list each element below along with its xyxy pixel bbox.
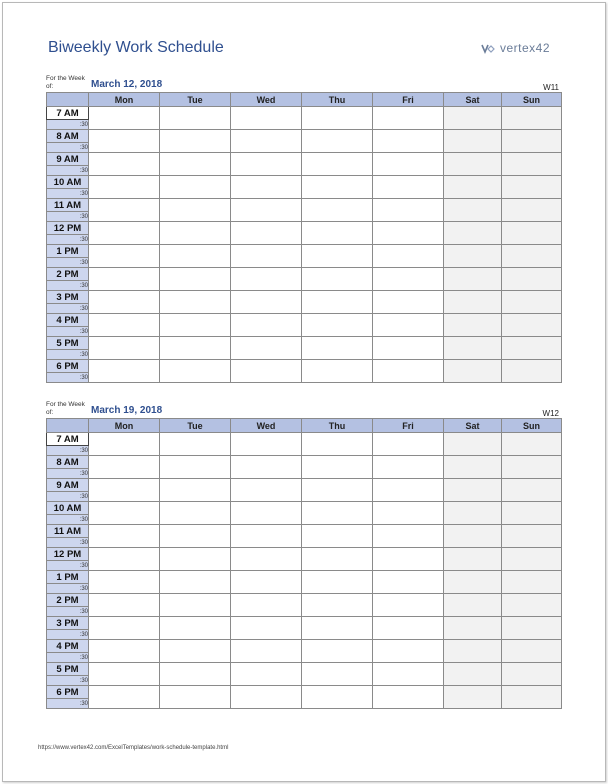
schedule-cell[interactable]	[373, 594, 444, 617]
hour-row	[47, 502, 562, 515]
schedule-cell[interactable]	[373, 222, 444, 245]
hour-label: 9 AM	[47, 153, 89, 166]
schedule-cell[interactable]	[231, 456, 302, 479]
day-header: Wed	[231, 93, 302, 107]
schedule-cell[interactable]	[160, 502, 231, 525]
half-hour-label: :30	[47, 699, 89, 709]
schedule-cell[interactable]	[89, 291, 160, 314]
schedule-cell[interactable]	[231, 153, 302, 176]
schedule-cell[interactable]	[373, 525, 444, 548]
schedule-cell[interactable]	[373, 456, 444, 479]
schedule-cell[interactable]	[89, 594, 160, 617]
hour-row	[47, 594, 562, 607]
half-hour-label: :30	[47, 212, 89, 222]
schedule-cell[interactable]	[160, 337, 231, 360]
half-hour-label: :30	[47, 469, 89, 479]
schedule-table	[46, 418, 562, 709]
schedule-cell[interactable]	[160, 594, 231, 617]
half-hour-label: :30	[47, 492, 89, 502]
week-date[interactable]: March 19, 2018	[91, 405, 163, 416]
hour-row	[47, 291, 562, 304]
half-hour-label: :30	[47, 120, 89, 130]
schedule-cell[interactable]	[302, 107, 373, 130]
schedule-cell[interactable]	[444, 433, 502, 456]
half-hour-label: :30	[47, 630, 89, 640]
schedule-cell[interactable]	[444, 502, 502, 525]
schedule-cell[interactable]	[444, 268, 502, 291]
schedule-cell[interactable]	[231, 360, 302, 383]
schedule-cell[interactable]	[231, 314, 302, 337]
hour-row	[47, 337, 562, 350]
day-header: Sun	[502, 93, 562, 107]
schedule-cell[interactable]	[231, 130, 302, 153]
schedule-cell[interactable]	[302, 686, 373, 709]
schedule-cell[interactable]	[231, 571, 302, 594]
schedule-cell[interactable]	[502, 548, 562, 571]
hour-label: 12 PM	[47, 222, 89, 235]
header-corner	[47, 419, 89, 433]
schedule-cell[interactable]	[373, 291, 444, 314]
schedule-cell[interactable]	[373, 502, 444, 525]
schedule-cell[interactable]	[373, 617, 444, 640]
schedule-cell[interactable]	[160, 433, 231, 456]
page-title: Biweekly Work Schedule	[48, 39, 224, 56]
schedule-cell[interactable]	[502, 686, 562, 709]
schedule-cell[interactable]	[160, 176, 231, 199]
schedule-cell[interactable]	[231, 268, 302, 291]
schedule-cell[interactable]	[302, 314, 373, 337]
hour-row	[47, 130, 562, 143]
schedule-cell[interactable]	[502, 130, 562, 153]
schedule-cell[interactable]	[373, 245, 444, 268]
schedule-cell[interactable]	[89, 456, 160, 479]
schedule-cell[interactable]	[444, 153, 502, 176]
hour-label: 3 PM	[47, 291, 89, 304]
schedule-cell[interactable]	[160, 199, 231, 222]
schedule-cell[interactable]	[302, 640, 373, 663]
schedule-cell[interactable]	[231, 199, 302, 222]
schedule-cell[interactable]	[444, 479, 502, 502]
schedule-cell[interactable]	[231, 337, 302, 360]
week-of-label: For the Week of:	[46, 75, 85, 90]
half-hour-label: :30	[47, 235, 89, 245]
schedule-cell[interactable]	[231, 222, 302, 245]
day-header: Mon	[89, 419, 160, 433]
hour-row	[47, 456, 562, 469]
logo-text: vertex42	[500, 41, 551, 55]
schedule-cell[interactable]	[89, 107, 160, 130]
schedule-cell[interactable]	[444, 663, 502, 686]
half-hour-label: :30	[47, 166, 89, 176]
schedule-cell[interactable]	[89, 479, 160, 502]
schedule-cell[interactable]	[502, 176, 562, 199]
hour-row	[47, 176, 562, 189]
schedule-cell[interactable]	[502, 594, 562, 617]
schedule-cell[interactable]	[444, 222, 502, 245]
hour-row	[47, 479, 562, 492]
schedule-cell[interactable]	[302, 291, 373, 314]
schedule-cell[interactable]	[502, 571, 562, 594]
hour-label: 4 PM	[47, 640, 89, 653]
schedule-cell[interactable]	[444, 456, 502, 479]
schedule-cell[interactable]	[160, 663, 231, 686]
day-header-row	[47, 419, 562, 433]
schedule-cell[interactable]	[302, 525, 373, 548]
hour-row	[47, 686, 562, 699]
hour-row	[47, 199, 562, 212]
header-corner	[47, 93, 89, 107]
schedule-cell[interactable]	[89, 130, 160, 153]
schedule-cell[interactable]	[502, 107, 562, 130]
schedule-cell[interactable]	[444, 130, 502, 153]
schedule-cell[interactable]	[231, 502, 302, 525]
hour-label: 7 AM	[47, 433, 89, 446]
schedule-cell[interactable]	[502, 314, 562, 337]
hour-row	[47, 433, 562, 446]
schedule-cell[interactable]	[302, 594, 373, 617]
schedule-cell[interactable]	[373, 360, 444, 383]
schedule-cell[interactable]	[373, 314, 444, 337]
schedule-cell[interactable]	[444, 176, 502, 199]
half-hour-label: :30	[47, 143, 89, 153]
schedule-cell[interactable]	[444, 617, 502, 640]
schedule-cell[interactable]	[231, 479, 302, 502]
hour-label: 1 PM	[47, 245, 89, 258]
schedule-cell[interactable]	[502, 153, 562, 176]
schedule-cell[interactable]	[89, 525, 160, 548]
schedule-cell[interactable]	[89, 548, 160, 571]
schedule-cell[interactable]	[302, 176, 373, 199]
schedule-cell[interactable]	[502, 456, 562, 479]
schedule-cell[interactable]	[231, 617, 302, 640]
schedule-cell[interactable]	[502, 245, 562, 268]
schedule-cell[interactable]	[373, 686, 444, 709]
hour-row	[47, 153, 562, 166]
hour-label: 3 PM	[47, 617, 89, 630]
schedule-cell[interactable]	[373, 571, 444, 594]
schedule-cell[interactable]	[160, 245, 231, 268]
half-hour-label: :30	[47, 607, 89, 617]
day-header: Tue	[160, 419, 231, 433]
half-hour-label: :30	[47, 304, 89, 314]
schedule-cell[interactable]	[89, 360, 160, 383]
half-hour-label: :30	[47, 446, 89, 456]
schedule-cell[interactable]	[160, 130, 231, 153]
hour-label: 11 AM	[47, 199, 89, 212]
schedule-cell[interactable]	[89, 314, 160, 337]
schedule-cell[interactable]	[160, 456, 231, 479]
schedule-cell[interactable]	[160, 360, 231, 383]
day-header-row	[47, 93, 562, 107]
schedule-cell[interactable]	[444, 640, 502, 663]
hour-label: 8 AM	[47, 456, 89, 469]
hour-row	[47, 663, 562, 676]
half-hour-label: :30	[47, 584, 89, 594]
hour-label: 1 PM	[47, 571, 89, 584]
schedule-cell[interactable]	[373, 176, 444, 199]
schedule-cell[interactable]	[502, 268, 562, 291]
schedule-cell[interactable]	[231, 663, 302, 686]
hour-label: 5 PM	[47, 663, 89, 676]
schedule-cell[interactable]	[89, 222, 160, 245]
schedule-cell[interactable]	[302, 245, 373, 268]
day-header: Thu	[302, 93, 373, 107]
schedule-cell[interactable]	[302, 571, 373, 594]
schedule-cell[interactable]	[89, 617, 160, 640]
schedule-cell[interactable]	[373, 663, 444, 686]
schedule-cell[interactable]	[373, 640, 444, 663]
schedule-cell[interactable]	[231, 525, 302, 548]
schedule-cell[interactable]	[444, 314, 502, 337]
hour-label: 9 AM	[47, 479, 89, 492]
schedule-cell[interactable]	[89, 640, 160, 663]
day-header: Fri	[373, 93, 444, 107]
hour-label: 2 PM	[47, 268, 89, 281]
hour-label: 2 PM	[47, 594, 89, 607]
schedule-cell[interactable]	[444, 571, 502, 594]
schedule-cell[interactable]	[302, 548, 373, 571]
schedule-cell[interactable]	[373, 153, 444, 176]
week-number: W11	[543, 83, 559, 92]
schedule-cell[interactable]	[444, 199, 502, 222]
schedule-cell[interactable]	[302, 337, 373, 360]
schedule-cell[interactable]	[444, 107, 502, 130]
schedule-cell[interactable]	[444, 686, 502, 709]
schedule-cell[interactable]	[89, 433, 160, 456]
schedule-cell[interactable]	[302, 268, 373, 291]
schedule-cell[interactable]	[502, 291, 562, 314]
schedule-cell[interactable]	[89, 153, 160, 176]
schedule-cell[interactable]	[89, 176, 160, 199]
schedule-cell[interactable]	[160, 617, 231, 640]
schedule-cell[interactable]	[444, 337, 502, 360]
vertex42-logo-icon	[481, 42, 497, 54]
schedule-cell[interactable]	[444, 548, 502, 571]
hour-row	[47, 222, 562, 235]
schedule-cell[interactable]	[302, 199, 373, 222]
schedule-cell[interactable]	[231, 548, 302, 571]
hour-label: 7 AM	[47, 107, 89, 120]
schedule-cell[interactable]	[302, 130, 373, 153]
schedule-cell[interactable]	[302, 360, 373, 383]
schedule-cell[interactable]	[373, 433, 444, 456]
schedule-cell[interactable]	[373, 337, 444, 360]
schedule-cell[interactable]	[502, 337, 562, 360]
schedule-cell[interactable]	[231, 686, 302, 709]
schedule-cell[interactable]	[502, 525, 562, 548]
hour-label: 8 AM	[47, 130, 89, 143]
schedule-cell[interactable]	[160, 291, 231, 314]
schedule-cell[interactable]	[502, 199, 562, 222]
hour-label: 10 AM	[47, 502, 89, 515]
schedule-cell[interactable]	[302, 433, 373, 456]
schedule-cell[interactable]	[231, 433, 302, 456]
schedule-cell[interactable]	[373, 548, 444, 571]
schedule-cell[interactable]	[502, 640, 562, 663]
vertex42-logo	[481, 41, 550, 55]
schedule-cell[interactable]	[373, 107, 444, 130]
schedule-cell[interactable]	[160, 686, 231, 709]
schedule-cell[interactable]	[89, 571, 160, 594]
hour-label: 5 PM	[47, 337, 89, 350]
schedule-cell[interactable]	[502, 222, 562, 245]
hour-row	[47, 525, 562, 538]
hour-row	[47, 617, 562, 630]
week-number: W12	[542, 409, 559, 418]
schedule-cell[interactable]	[444, 360, 502, 383]
schedule-cell[interactable]	[444, 245, 502, 268]
schedule-cell[interactable]	[160, 268, 231, 291]
day-header: Tue	[160, 93, 231, 107]
half-hour-label: :30	[47, 676, 89, 686]
schedule-cell[interactable]	[502, 360, 562, 383]
footer-url[interactable]: https://www.vertex42.com/ExcelTemplates/work-schedule-template.html	[38, 745, 229, 751]
week-date[interactable]: March 12, 2018	[91, 79, 163, 90]
half-hour-label: :30	[47, 653, 89, 663]
day-header: Fri	[373, 419, 444, 433]
hour-row	[47, 107, 562, 120]
schedule-cell[interactable]	[302, 663, 373, 686]
schedule-cell[interactable]	[89, 268, 160, 291]
schedule-cell[interactable]	[444, 594, 502, 617]
half-hour-label: :30	[47, 327, 89, 337]
day-header: Mon	[89, 93, 160, 107]
schedule-cell[interactable]	[444, 525, 502, 548]
hour-row	[47, 548, 562, 561]
schedule-cell[interactable]	[89, 686, 160, 709]
schedule-cell[interactable]	[89, 245, 160, 268]
hour-row	[47, 314, 562, 327]
schedule-cell[interactable]	[160, 548, 231, 571]
schedule-cell[interactable]	[160, 479, 231, 502]
schedule-cell[interactable]	[160, 525, 231, 548]
schedule-cell[interactable]	[502, 617, 562, 640]
day-header: Thu	[302, 419, 373, 433]
schedule-cell[interactable]	[373, 199, 444, 222]
schedule-cell[interactable]	[302, 502, 373, 525]
schedule-cell[interactable]	[502, 479, 562, 502]
hour-label: 4 PM	[47, 314, 89, 327]
schedule-cell[interactable]	[373, 130, 444, 153]
week-of-label: For the Week of:	[46, 401, 85, 416]
half-hour-label: :30	[47, 350, 89, 360]
schedule-cell[interactable]	[231, 107, 302, 130]
half-hour-label: :30	[47, 281, 89, 291]
hour-row	[47, 571, 562, 584]
schedule-cell[interactable]	[231, 291, 302, 314]
schedule-table	[46, 92, 562, 383]
half-hour-label: :30	[47, 561, 89, 571]
hour-row	[47, 360, 562, 373]
hour-label: 11 AM	[47, 525, 89, 538]
hour-row	[47, 268, 562, 281]
schedule-cell[interactable]	[231, 594, 302, 617]
schedule-cell[interactable]	[160, 222, 231, 245]
day-header: Sat	[444, 419, 502, 433]
schedule-cell[interactable]	[160, 571, 231, 594]
schedule-cell[interactable]	[444, 291, 502, 314]
schedule-cell[interactable]	[160, 153, 231, 176]
hour-label: 6 PM	[47, 360, 89, 373]
schedule-cell[interactable]	[502, 433, 562, 456]
schedule-cell[interactable]	[160, 640, 231, 663]
schedule-cell[interactable]	[89, 663, 160, 686]
hour-row	[47, 640, 562, 653]
schedule-cell[interactable]	[302, 153, 373, 176]
hour-row	[47, 245, 562, 258]
schedule-cell[interactable]	[373, 268, 444, 291]
day-header: Wed	[231, 419, 302, 433]
half-hour-label: :30	[47, 373, 89, 383]
schedule-cell[interactable]	[302, 222, 373, 245]
schedule-cell[interactable]	[160, 314, 231, 337]
half-hour-label: :30	[47, 189, 89, 199]
day-header: Sun	[502, 419, 562, 433]
schedule-cell[interactable]	[502, 502, 562, 525]
day-header: Sat	[444, 93, 502, 107]
schedule-cell[interactable]	[302, 617, 373, 640]
schedule-cell[interactable]	[373, 479, 444, 502]
schedule-cell[interactable]	[89, 502, 160, 525]
schedule-cell[interactable]	[231, 176, 302, 199]
schedule-cell[interactable]	[231, 245, 302, 268]
schedule-cell[interactable]	[502, 663, 562, 686]
schedule-cell[interactable]	[231, 640, 302, 663]
schedule-cell[interactable]	[302, 479, 373, 502]
schedule-cell[interactable]	[89, 199, 160, 222]
hour-label: 6 PM	[47, 686, 89, 699]
half-hour-label: :30	[47, 538, 89, 548]
half-hour-label: :30	[47, 515, 89, 525]
hour-label: 10 AM	[47, 176, 89, 189]
hour-label: 12 PM	[47, 548, 89, 561]
half-hour-label: :30	[47, 258, 89, 268]
schedule-cell[interactable]	[302, 456, 373, 479]
schedule-cell[interactable]	[160, 107, 231, 130]
schedule-cell[interactable]	[89, 337, 160, 360]
